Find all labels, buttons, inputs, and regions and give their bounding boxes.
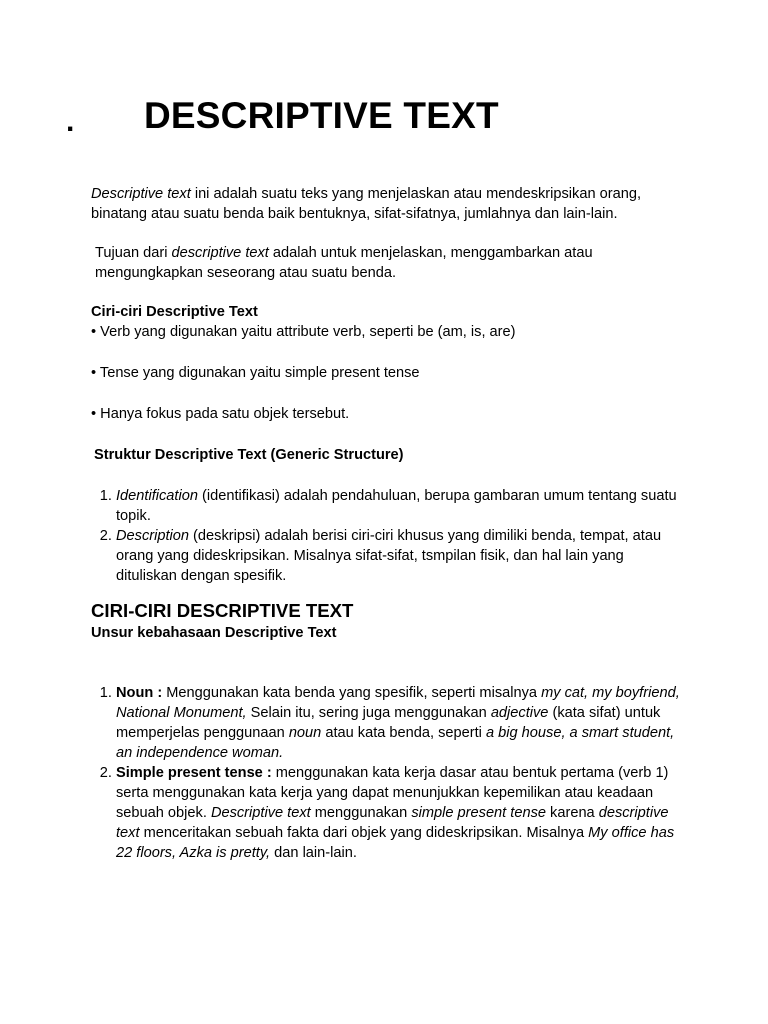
tense-text: dan lain-lain.	[270, 845, 357, 861]
structure-text: (deskripsi) adalah berisi ciri-ciri khusus yang dimiliki benda, tempat, atau orang yang dideskripsikan. Misalnya sifat-sifat, tsmpilan fisik, dan hal lain yang dituliskan dengan spesifik.	[116, 528, 662, 584]
noun-text: Selain itu, sering juga menggunakan	[246, 705, 491, 721]
structure-item-description	[116, 526, 683, 586]
purpose-paragraph	[91, 243, 683, 283]
noun-text: Menggunakan kata benda yang spesifik, seperti misalnya	[162, 685, 542, 701]
purpose-text-b: adalah untuk menjelaskan, menggambarkan atau mengungkapkan seseorang atau suatu benda.	[95, 245, 593, 281]
noun-term: noun	[288, 725, 322, 741]
tense-text: menceritakan sebuah fakta dari objek yang dideskripsikan. Misalnya	[139, 825, 589, 841]
language-item-noun	[116, 683, 683, 763]
structure-term: Identification	[116, 488, 198, 504]
tense-label: Simple present tense :	[116, 765, 272, 781]
feature-item: • Hanya fokus pada satu objek tersebut.	[91, 406, 350, 422]
noun-example: my cat, my boyfriend, National Monument,	[116, 685, 680, 721]
language-item-tense	[116, 763, 683, 863]
tense-term: Descriptive text	[210, 805, 311, 821]
page-title: DESCRIPTIVE TEXT	[144, 95, 499, 136]
purpose-term: descriptive text	[171, 245, 269, 261]
tense-example: My office has 22 floors, Azka is pretty,	[116, 825, 675, 861]
purpose-text-a: Tujuan dari	[95, 245, 172, 261]
noun-text: atau kata benda, seperti	[321, 725, 486, 741]
structure-text: (identifikasi) adalah pendahuluan, berupa gambaran umum tentang suatu topik.	[116, 488, 677, 524]
section2-subheading: Unsur kebahasaan Descriptive Text	[91, 625, 337, 641]
noun-example: a big house, a smart student, an independence woman.	[116, 725, 675, 761]
features-heading: Ciri-ciri Descriptive Text	[91, 304, 258, 320]
tense-text: menggunakan	[310, 805, 412, 821]
noun-term: adjective	[490, 705, 549, 721]
noun-label: Noun :	[116, 685, 163, 701]
feature-item: • Tense yang digunakan yaitu simple present tense	[91, 365, 420, 381]
tense-term: simple present tense	[411, 805, 546, 821]
language-features-list	[91, 683, 683, 863]
definition-paragraph	[91, 184, 683, 224]
tense-text: menggunakan kata kerja dasar atau bentuk pertama (verb 1) serta menggunakan kata kerja yang dapat menunjukkan kepemilikan atau keadaan sebuah objek.	[116, 765, 669, 821]
section2-heading: CIRI-CIRI DESCRIPTIVE TEXT	[91, 600, 354, 621]
document-body	[91, 184, 683, 863]
definition-text: ini adalah suatu teks yang menjelaskan atau mendeskripsikan orang, binatang atau suatu benda baik bentuknya, sifat-sifatnya, jumlahnya dan lain-lain.	[91, 186, 642, 222]
structure-term: Description	[116, 528, 189, 544]
structure-item-identification	[116, 486, 683, 526]
structure-heading: Struktur Descriptive Text (Generic Structure)	[94, 447, 404, 463]
noun-text: (kata sifat) untuk memperjelas penggunaan	[116, 705, 661, 741]
tense-term: descriptive text	[116, 805, 669, 841]
title-bullet: .	[66, 105, 75, 138]
definition-term: Descriptive text	[91, 186, 191, 202]
feature-item: • Verb yang digunakan yaitu attribute verb, seperti be (am, is, are)	[91, 324, 516, 340]
structure-list	[91, 486, 683, 586]
tense-text: karena	[546, 805, 599, 821]
